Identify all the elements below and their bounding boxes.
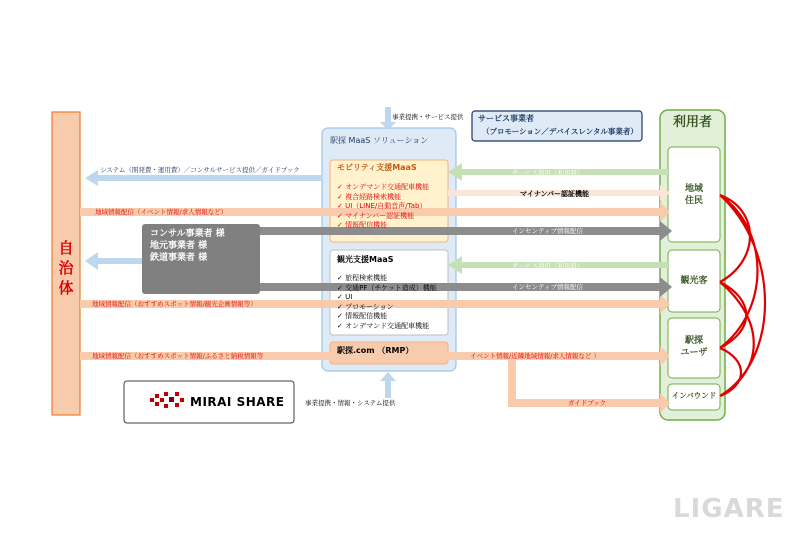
user-connector-curves xyxy=(720,195,765,396)
consultant-line: 鉄道事業者 様 xyxy=(150,253,208,263)
consultant-line: コンサル事業者 様 xyxy=(150,229,225,239)
ekitan-com-label: 駅探.com （RMP） xyxy=(337,346,414,355)
mobility-item: ✓ UI（LINE/自動音声/Tab） xyxy=(337,202,427,210)
user-label-ekitan: 駅探 ユーザ xyxy=(680,336,708,358)
consultant-line: 地元事業者 様 xyxy=(150,241,208,251)
label-guidebook: ガイドブック xyxy=(568,399,607,407)
label-incentive-2: インセンティブ情報配信 xyxy=(512,283,583,291)
user-label-residents: 地域 住民 xyxy=(684,184,703,206)
label-bottom-provision: 事業提携・情報・システム提供 xyxy=(305,399,396,407)
label-incentive-1: インセンティブ情報配信 xyxy=(512,227,583,235)
solution-title: 駅探 MaaS ソリューション xyxy=(330,136,429,145)
tourism-item: ✓ UI xyxy=(337,293,353,301)
tourism-item: ✓ 情報配信機能 xyxy=(337,312,388,320)
user-label-tourists: 観光客 xyxy=(680,276,708,286)
label-regional-info: 地域情報配信（イベント情報/求人情報など） xyxy=(95,208,228,216)
label-spot-info: 地域情報配信（おすすめスポット情報/観光企画情報等） xyxy=(92,300,257,308)
mobility-item: ✓ 複合経路検索機能 xyxy=(337,192,402,201)
tourism-items xyxy=(337,275,445,332)
service-provider-line2: （プロモーション／デバイスレンタル事業者） xyxy=(482,127,638,136)
mobility-items xyxy=(337,184,445,232)
tourism-item: ✓ オンデマンド交通配車機能 xyxy=(337,321,430,330)
tourism-item: ✓ プロモーション xyxy=(337,302,394,311)
label-mynumber: マイナンバー認証機能 xyxy=(520,190,590,198)
tourism-item: ✓ 交通PF（チケット造成）機能 xyxy=(337,283,437,292)
mobility-item: ✓ オンデマンド交通配車機能 xyxy=(337,183,430,191)
municipality-label: 自治体 xyxy=(58,239,74,297)
mobility-item: ✓ 情報配信機能 xyxy=(337,221,388,229)
arrow-bottom-provision xyxy=(380,372,396,398)
label-service-use-1: サービス利用（利用料） xyxy=(512,169,584,177)
tourism-title: 観光支援MaaS xyxy=(337,255,394,264)
service-provider-line1: サービス事業者 xyxy=(478,114,534,123)
mirai-share-name: MIRAI SHARE xyxy=(190,395,285,409)
arrow-consultants xyxy=(85,252,142,270)
label-service-use-2: サービス利用（利用料） xyxy=(512,262,584,270)
tourism-item: ✓ 旅程検索機能 xyxy=(337,274,388,282)
label-system-fees: システム（開発費・運用費）／コンサルサービス提供／ガイドブック xyxy=(100,166,300,174)
label-event-info: イベント情報/近隣地域情報/求人情報など ） xyxy=(470,352,600,360)
label-top-provision: 事業提携・サービス提供 xyxy=(392,113,464,121)
user-label-inbound: インバウンド xyxy=(671,391,717,400)
consultants-list xyxy=(150,230,225,266)
mobility-item: ✓ マイナンバー認証機能 xyxy=(337,211,415,220)
watermark: LIGARE xyxy=(673,494,785,524)
users-title: 利用者 xyxy=(672,115,712,130)
label-spot-tax-info: 地域情報配信（おすすめスポット情報/ふるさと納税情報等 xyxy=(92,352,264,360)
mobility-title: モビリティ支援MaaS xyxy=(337,163,417,172)
